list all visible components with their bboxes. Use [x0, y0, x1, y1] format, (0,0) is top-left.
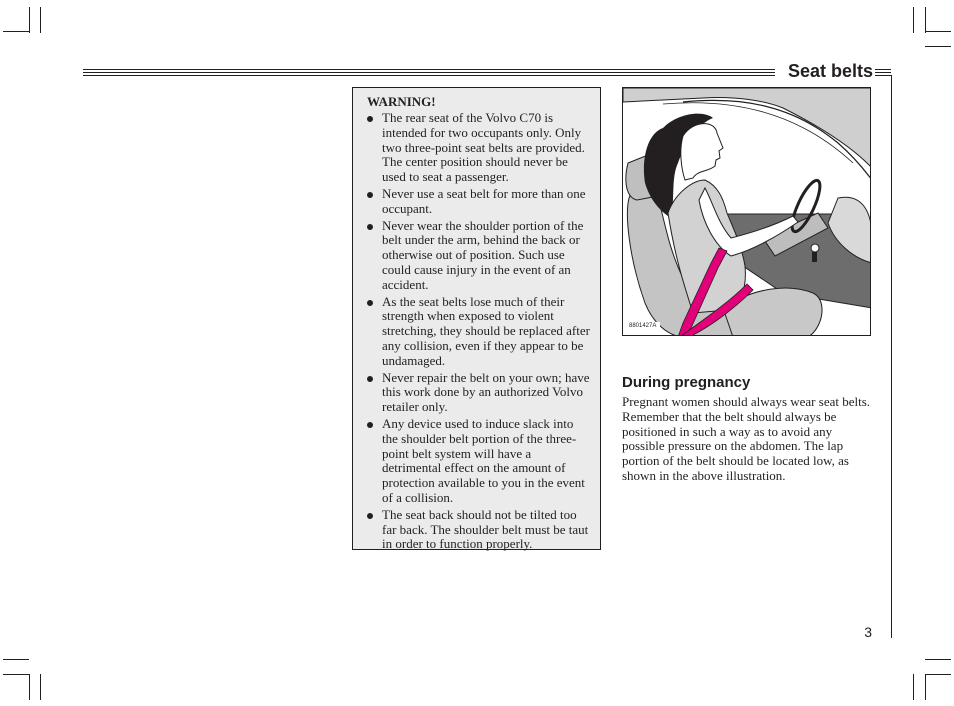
bullet-icon	[367, 224, 373, 230]
header-rule	[83, 75, 775, 76]
body-paragraph: Pregnant women should always wear seat belts. Remember that the belt should always be positioned in such a way as to avoid any possible pressure on the abdomen. The lap portion of the belt should be located low, as shown in the above illustration.	[622, 394, 871, 483]
warning-item-text: As the seat belts lose much of their strength when exposed to violent stretching, they should be replaced after any collision, even if they appear to be undamaged.	[382, 293, 590, 368]
crop-mark	[3, 674, 29, 675]
bullet-icon	[367, 513, 373, 519]
warning-box	[352, 87, 601, 550]
page-number: 3	[864, 624, 872, 640]
warning-item-text: The seat back should not be tilted too far back. The shoulder belt must be taut in order to function properly.	[382, 506, 589, 552]
bullet-icon	[367, 422, 373, 428]
crop-mark	[925, 659, 951, 660]
section-title: Seat belts	[787, 61, 873, 81]
warning-item-text: Any device used to induce slack into the shoulder belt portion of the three-point belt system will have a detrimental effect on the amount of protection available to you in the event of a collision.	[382, 415, 585, 505]
warning-item-text: Never wear the shoulder portion of the belt under the arm, behind the back or otherwise out of position. Such use could cause injury in the event of an accident.	[382, 217, 584, 292]
crop-mark	[40, 674, 41, 700]
crop-mark	[925, 31, 951, 32]
crop-mark	[3, 659, 29, 660]
crop-mark	[40, 7, 41, 33]
crop-mark	[29, 7, 30, 33]
header-rule	[875, 75, 891, 76]
crop-mark	[925, 674, 926, 700]
bullet-icon	[367, 192, 373, 198]
warning-item	[367, 508, 590, 552]
image-reference-code: 8801427A	[628, 322, 660, 330]
warning-item	[367, 295, 590, 369]
crop-mark	[913, 7, 914, 33]
crop-mark	[3, 31, 29, 32]
bullet-icon	[367, 116, 373, 122]
warning-item	[367, 371, 590, 415]
header-rule	[83, 72, 775, 73]
warning-list	[367, 111, 590, 552]
warning-item	[367, 219, 590, 293]
crop-mark	[925, 7, 926, 33]
bullet-icon	[367, 376, 373, 382]
crop-mark	[925, 674, 951, 675]
pregnancy-seatbelt-illustration	[622, 87, 871, 336]
header-rule	[875, 69, 891, 70]
section-heading: During pregnancy	[622, 374, 751, 391]
header-rule	[83, 69, 775, 70]
warning-item	[367, 417, 590, 506]
warning-item	[367, 111, 590, 185]
margin-rule	[891, 75, 892, 638]
crop-mark	[913, 674, 914, 700]
warning-item-text: Never repair the belt on your own; have this work done by an authorized Volvo retailer only.	[382, 369, 590, 415]
warning-item	[367, 187, 590, 217]
crop-mark	[29, 674, 30, 700]
bullet-icon	[367, 300, 373, 306]
warning-item-text: Never use a seat belt for more than one occupant.	[382, 185, 586, 216]
warning-title: WARNING!	[367, 94, 436, 109]
header-rule	[875, 72, 891, 73]
warning-item-text: The rear seat of the Volvo C70 is intended for two occupants only. Only two three-point seat belts are provided. The center position should never be used to seat a passenger.	[382, 110, 585, 185]
crop-mark	[925, 46, 951, 47]
illustration-drawing	[623, 88, 871, 336]
